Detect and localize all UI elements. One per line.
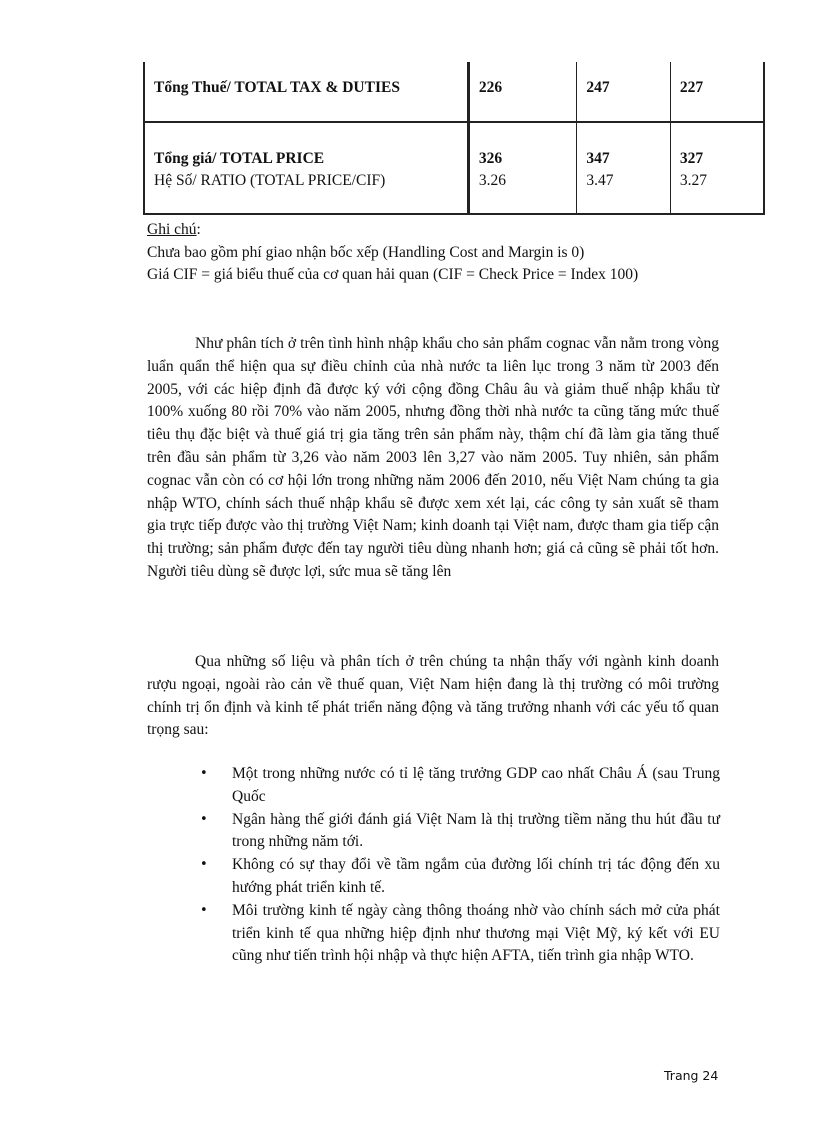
notes-heading-line (147, 219, 719, 242)
ratio-value: 3.26 (478, 172, 506, 189)
ratio-value: 3.27 (679, 172, 708, 189)
ratio-value: 3.47 (586, 172, 614, 189)
bullet-icon: • (200, 766, 208, 781)
list-item (196, 763, 720, 809)
table-cell (670, 122, 764, 214)
table-cell (577, 122, 671, 214)
table-cell: 227 (670, 62, 764, 122)
bullet-icon: • (200, 811, 208, 827)
table-cell (468, 122, 576, 214)
table-row (144, 122, 764, 214)
table-row-label: Tổng Thuế/ TOTAL TAX & DUTIES (144, 62, 468, 122)
list-item (196, 809, 720, 855)
list-item (196, 854, 720, 900)
list-item-text: Một trong những nước có tỉ lệ tăng trưởng GDP cao nhất Châu Á (sau Trung Quốc (232, 765, 720, 805)
notes-heading-colon: : (196, 221, 201, 238)
table-cell: 247 (577, 62, 671, 122)
list-item-text: Không có sự thay đổi về tầm ngắm của đường lối chính trị tác động đến xu hướng phát triển kinh tế. (232, 856, 720, 896)
table-cell: 226 (468, 62, 576, 122)
list-item-text: Môi trường kinh tế ngày càng thông thoáng nhờ vào chính sách mở cửa phát triển kinh tế qua những hiệp định như thương mại Việt Mỹ, ký kết với EU cũng như tiến trình hội nhập và thực hiện AFTA, tiến trình gia nhập WTO. (232, 901, 720, 965)
note-line: Chưa bao gồm phí giao nhận bốc xếp (Handling Cost and Margin is 0) (147, 243, 585, 261)
table-row (144, 62, 764, 122)
page-number: Trang 24 (664, 1068, 719, 1083)
total-price-value: 327 (679, 150, 704, 167)
price-table (143, 62, 765, 215)
note-line: Giá CIF = giá biểu thuế của cơ quan hải quan (CIF = Check Price = Index 100) (147, 266, 639, 283)
ratio-label: Hệ Số/ RATIO (TOTAL PRICE/CIF) (154, 172, 386, 189)
total-price-value: 347 (586, 150, 610, 167)
total-price-label: Tổng giá/ TOTAL PRICE (154, 150, 325, 167)
body-paragraph: Như phân tích ở trên tình hình nhập khẩu cho sản phẩm cognac vẫn nằm trong vòng luẩn quẩn thể hiện qua sự điều chỉnh của nhà nước ta liên lục trong 3 năm từ 2003 đến 2005, với các hiệp định đã được ký với cộng đồng Châu âu và giảm thuế nhập khẩu từ 100% xuống 80 rồi 70% vào năm 2005, nhưng đồng thời nhà nước ta cũng tăng mức thuế tiêu thụ đặc biệt và thuế giá trị gia tăng trên sản phẩm này, thậm chí đã làm gia tăng thuế trên đầu sản phẩm từ 3,26 vào năm 2003 lên 3,27 vào năm 2005. Tuy nhiên, sản phẩm cognac vẫn còn có cơ hội lớn trong những năm 2006 đến 2010, nếu Việt Nam chúng ta gia nhập WTO, chính sách thuế nhập khẩu sẽ được xem xét lại, các công ty sản xuất sẽ tham gia trực tiếp được vào thị trường Việt Nam; kinh doanh tại Việt nam, được tham gia tiếp cận thị trường; sản phẩm được đến tay người tiêu dùng nhanh hơn; giá cả cũng sẽ phải tốt hơn. Người tiêu dùng sẽ được lợi, sức mua sẽ tăng lên (147, 335, 719, 580)
list-item (196, 900, 720, 968)
notes-block (147, 219, 719, 287)
total-price-value: 326 (478, 150, 503, 167)
bullet-icon: • (200, 857, 208, 873)
bullet-icon: • (200, 902, 208, 918)
factor-list (196, 763, 720, 968)
notes-heading: Ghi chú (147, 221, 197, 238)
body-paragraph: Qua những số liệu và phân tích ở trên chúng ta nhận thấy với ngành kinh doanh rượu ngoại, ngoài rào cản về thuế quan, Việt Nam hiện đang là thị trường có môi trường chính trị ổn định và kinh tế phát triển năng động và tăng trưởng nhanh với các yếu tố quan trọng sau: (147, 653, 719, 739)
list-item-text: Ngân hàng thế giới đánh giá Việt Nam là thị trường tiềm năng thu hút đầu tư trong những năm tới. (232, 810, 720, 851)
table-row-label (144, 122, 468, 214)
